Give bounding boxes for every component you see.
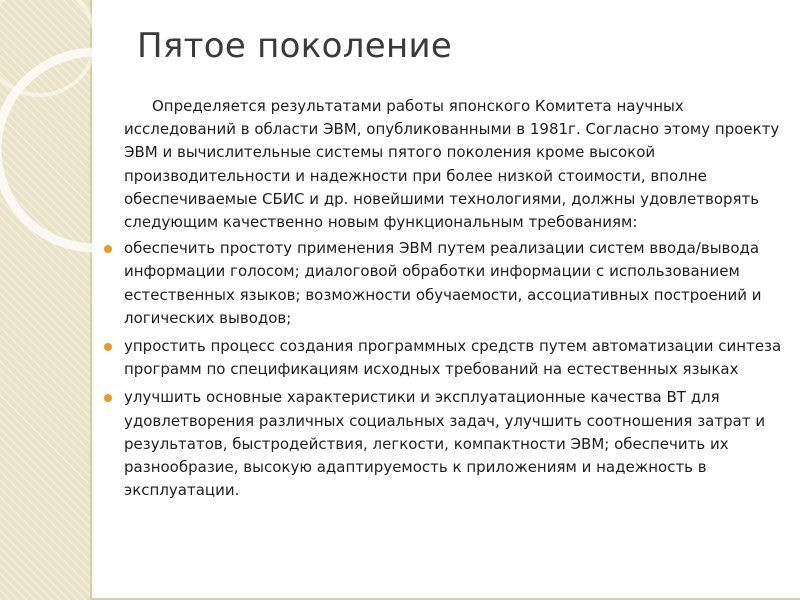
list-item [104, 237, 794, 330]
list-item [104, 386, 794, 502]
slide-title: Пятое поколение [137, 26, 453, 66]
intro-paragraph [124, 95, 794, 234]
bullet-icon [104, 394, 112, 402]
bullet-text: обеспечить простоту применения ЭВМ путем реализации систем ввода/вывода информации голосом; диалоговой обработки информации с использованием естественных языков; возможности обучаемости, ассоциативных построений и логических выводов; [124, 239, 762, 327]
bullet-icon [104, 343, 112, 351]
list-item [104, 335, 794, 381]
intro-text: Определяется результатами работы японского Комитета научных исследований в области ЭВМ, опубликованными в 1981г. Согласно этому проекту ЭВМ и вычислительные системы пятого поколения кроме высокой производительности и надежности при более низкой стоимости, вполне обеспечиваемые СБИС и др. новейшими технологиями, должны удовлетворять следующим качественно новым функциональным требованиям: [124, 97, 780, 232]
slide-body [104, 95, 794, 507]
bullet-text: упростить процесс создания программных средств путем автоматизации синтеза программ по спецификациям исходных требований на естественных языках [124, 337, 782, 379]
bullet-icon [104, 245, 112, 253]
bullet-list [104, 237, 794, 502]
bullet-text: улучшить основные характеристики и эксплуатационные качества ВТ для удовлетворения различных социальных задач, улучшить соотношения затрат и результатов, быстродействия, легкости, компактности ЭВМ; обеспечить их разнообразие, высокую адаптируемость к приложениям и надежность в эксплуатации. [124, 388, 766, 500]
